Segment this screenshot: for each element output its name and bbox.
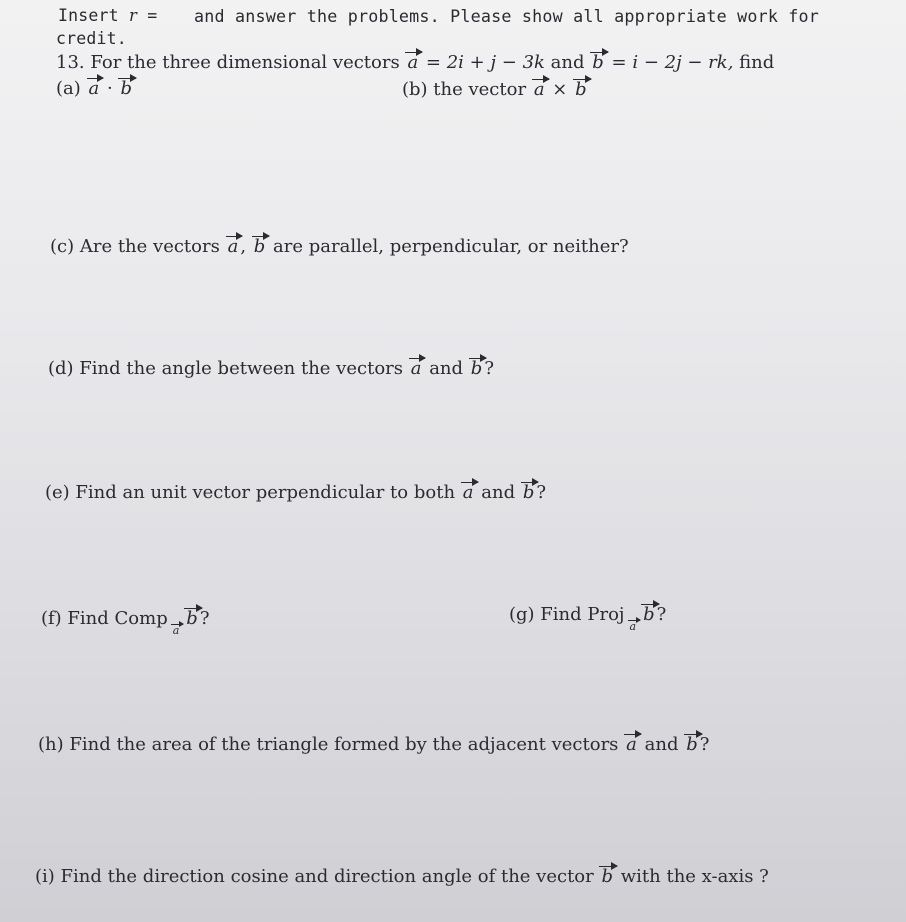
instruction-text: and answer the problems. Please show all appropriate work for <box>194 6 820 26</box>
part-a: (a) a · b <box>56 78 132 99</box>
vector-a: a <box>407 52 419 73</box>
equals-sign: = <box>147 6 158 25</box>
vector-a-expression: = 2i + j − 3k <box>425 52 545 73</box>
part-i: (i) Find the direction cosine and direction angle of the vector b with the x-axis ? <box>35 866 769 887</box>
part-d: (d) Find the angle between the vectors a and b ? <box>48 358 494 379</box>
part-f: (f) Find Comp$_a$b ? <box>41 608 210 637</box>
part-h: (h) Find the area of the triangle formed by the adjacent vectors a and b ? <box>38 734 710 755</box>
vector-b-expression: = i − 2j − rk, <box>611 52 734 73</box>
header-line <box>58 6 157 25</box>
part-e: (e) Find an unit vector perpendicular to both a and b ? <box>45 482 547 503</box>
credit-text: credit. <box>56 29 127 48</box>
part-c: (c) Are the vectors a , b are parallel, perpendicular, or neither? <box>50 236 629 257</box>
r-symbol: r <box>128 6 138 25</box>
problem-13-intro: 13. For the three dimensional vectors a = 2i + j − 3k and b = i − 2j − rk, find <box>56 52 775 73</box>
vector-b: b <box>592 52 604 73</box>
part-b: (b) the vector a × b <box>402 79 587 100</box>
insert-label: Insert <box>58 6 119 25</box>
part-g: (g) Find Proj$_a$b ? <box>509 604 667 633</box>
